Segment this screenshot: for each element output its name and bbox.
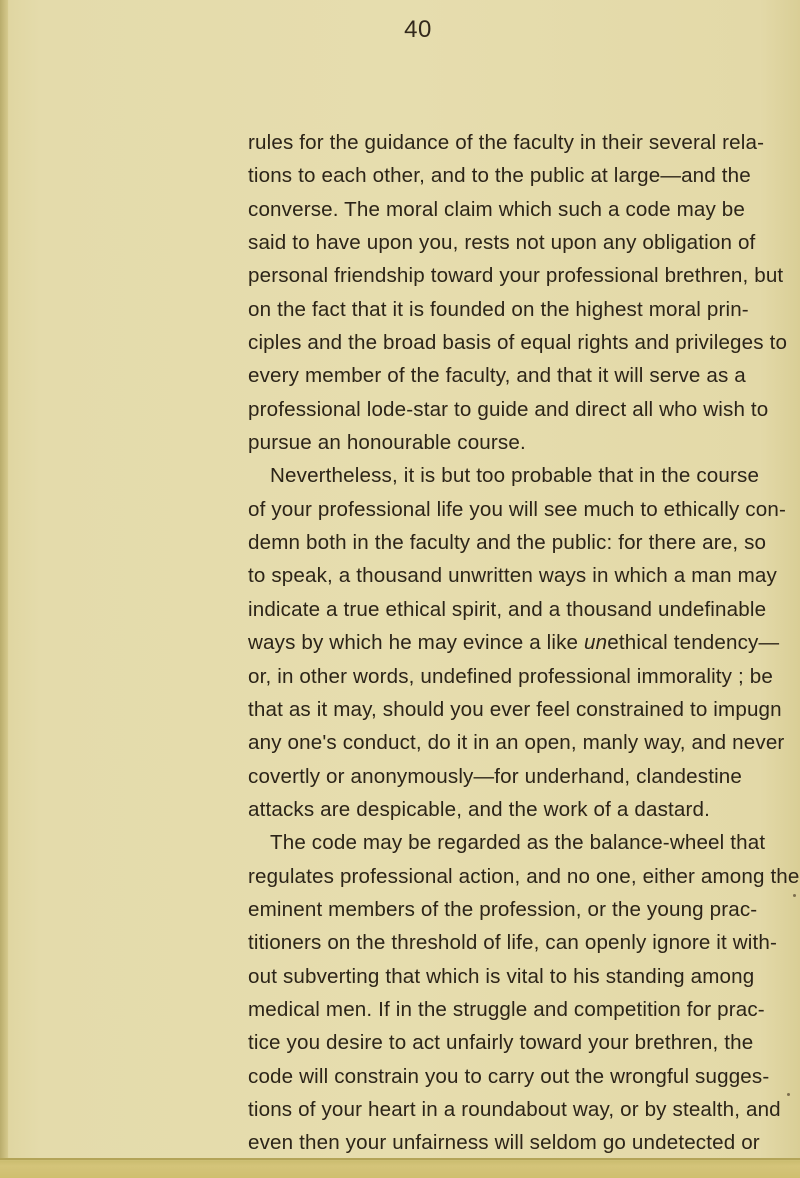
text-line: pursue an honourable course. xyxy=(248,431,526,455)
text-line: that as it may, should you ever feel constrained to impugn xyxy=(248,697,782,721)
text-line: any one's conduct, do it in an open, manly way, and never xyxy=(248,731,785,755)
text-line: demn both in the faculty and the public: for there are, so xyxy=(248,531,767,555)
text-line: attacks are despicable, and the work of a dastard. xyxy=(248,797,710,821)
text-line-italic-emphasis xyxy=(248,626,780,659)
text-line: rules for the guidance of the faculty in their several rela- xyxy=(248,131,765,154)
text-line: medical men. If in the struggle and competition for prac- xyxy=(248,997,765,1021)
text-line: tions of your heart in a roundabout way, or by stealth, and xyxy=(248,1097,781,1121)
text-line: out subverting that which is vital to his standing among xyxy=(248,964,755,988)
text-line: said to have upon you, rests not upon any obligation of xyxy=(248,231,756,255)
text-line: or, in other words, undefined professional immorality ; be xyxy=(248,664,773,688)
text-line: The code may be regarded as the balance-wheel that xyxy=(270,831,766,855)
page-edge-rule xyxy=(0,1158,800,1160)
text-line: regulates professional action, and no one, either among the xyxy=(248,864,800,888)
body-text xyxy=(248,126,800,1160)
text-line: titioners on the threshold of life, can openly ignore it with- xyxy=(248,931,778,955)
paper-speck xyxy=(793,894,796,897)
text-line: covertly or anonymously—for underhand, clandestine xyxy=(248,764,743,788)
text-line: converse. The moral claim which such a code may be xyxy=(248,197,746,221)
text-line: even then your unfairness will seldom go undetected or xyxy=(248,1131,760,1155)
text-line: every member of the faculty, and that it will serve as a xyxy=(248,364,746,388)
page-binding-edge xyxy=(0,0,8,1178)
italic-prefix: un xyxy=(584,631,608,655)
text-line: of your professional life you will see much to ethically con- xyxy=(248,497,786,521)
text-segment: ethical tendency— xyxy=(607,631,780,655)
text-line: tions to each other, and to the public at large—and the xyxy=(248,164,751,188)
text-line: tice you desire to act unfairly toward your brethren, the xyxy=(248,1031,754,1055)
text-line: personal friendship toward your professional brethren, but xyxy=(248,264,784,288)
text-line: Nevertheless, it is but too probable that in the course xyxy=(270,464,760,488)
text-segment: ways by which he may evince a like xyxy=(248,631,585,655)
text-line: indicate a true ethical spirit, and a thousand undefinable xyxy=(248,597,767,621)
page-number: 40 xyxy=(404,16,432,43)
text-line: code will constrain you to carry out the wrongful sugges- xyxy=(248,1064,770,1088)
text-line: to speak, a thousand unwritten ways in which a man may xyxy=(248,564,777,588)
text-line: ciples and the broad basis of equal rights and privileges to xyxy=(248,331,788,355)
text-line: eminent members of the profession, or the young prac- xyxy=(248,897,758,921)
page-bottom-edge xyxy=(0,1158,800,1178)
paper-speck xyxy=(787,1093,790,1096)
text-line: professional lode-star to guide and direct all who wish to xyxy=(248,397,769,421)
text-line: on the fact that it is founded on the highest moral prin- xyxy=(248,297,749,321)
